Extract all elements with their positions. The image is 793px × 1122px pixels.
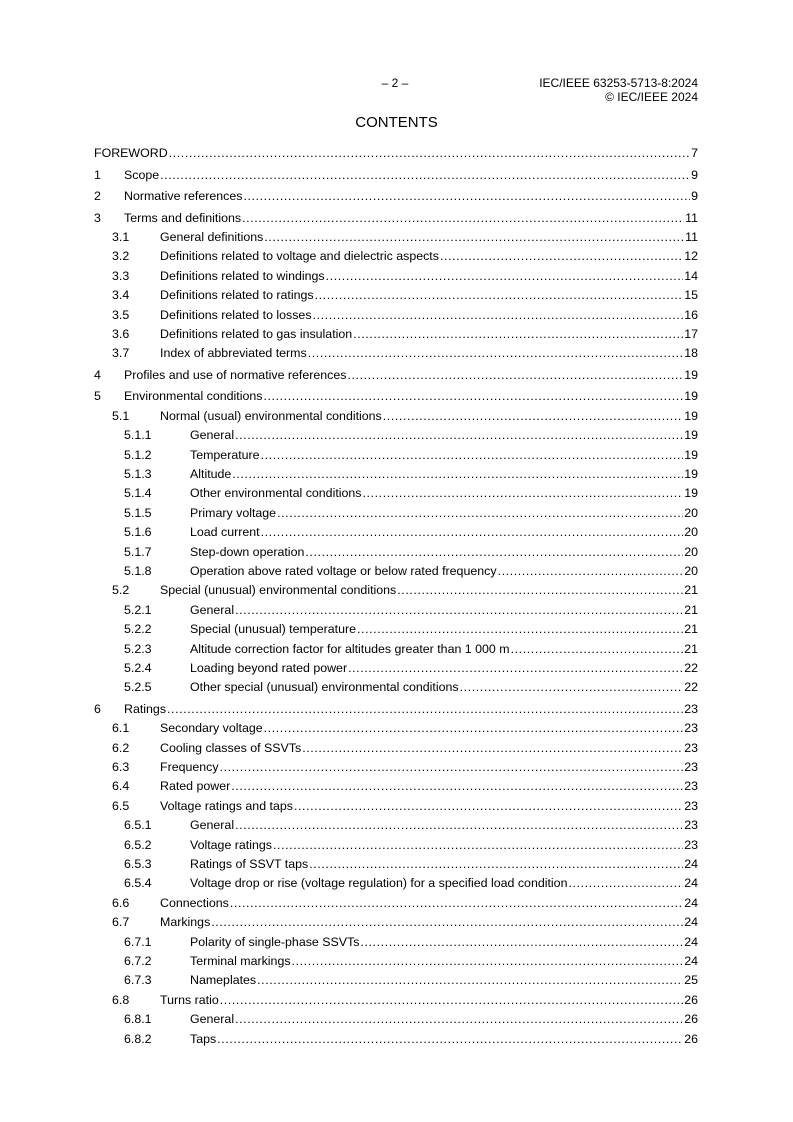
toc-entry-number: 5.1.8 <box>124 563 152 578</box>
toc-entry-title: General <box>190 1012 235 1027</box>
toc-entry[interactable] <box>124 447 698 464</box>
toc-entry-number: 5.1.4 <box>124 486 152 501</box>
toc-entry-title: General definitions <box>160 229 264 244</box>
toc-entry[interactable] <box>124 544 698 561</box>
toc-entry-title: Rated power <box>160 779 231 794</box>
toc-entry-number: 6.8 <box>112 992 130 1007</box>
toc-entry-number: 5.2 <box>112 583 130 598</box>
toc-entry-title: Temperature <box>190 447 260 462</box>
toc-entry-page: 19 <box>684 367 698 382</box>
toc-entry-page: 23 <box>684 701 698 716</box>
dot-leader <box>231 778 683 795</box>
toc-entry[interactable] <box>112 307 698 324</box>
toc-entry-number: 5.2.4 <box>124 660 152 675</box>
toc-entry-page: 14 <box>684 268 698 283</box>
toc-entry-page: 19 <box>684 466 698 481</box>
contents-title: CONTENTS <box>355 114 438 131</box>
dot-leader <box>220 759 684 776</box>
toc-entry-title: Secondary voltage <box>160 721 263 736</box>
toc-entry-page: 24 <box>684 857 698 871</box>
toc-entry[interactable] <box>112 895 698 912</box>
toc-entry-page: 23 <box>684 837 698 852</box>
dot-leader <box>353 326 683 343</box>
standard-header <box>539 76 698 104</box>
toc-entry-number: 6.5.4 <box>124 876 152 891</box>
toc-entry-number: 1 <box>94 167 101 182</box>
standard-designation: IEC/IEEE 63253-5713-8:2024 <box>539 76 698 90</box>
toc-entry[interactable] <box>94 167 698 184</box>
toc-entry[interactable] <box>94 188 698 205</box>
toc-entry[interactable] <box>124 427 698 444</box>
toc-entry-page: 22 <box>684 660 698 675</box>
toc-entry-number: 3.2 <box>112 249 130 264</box>
dot-leader <box>294 798 683 815</box>
toc-entry[interactable] <box>112 287 698 304</box>
toc-entry-title: Environmental conditions <box>124 389 263 404</box>
toc-entry-title: Definitions related to gas insulation <box>160 326 353 341</box>
toc-entry[interactable] <box>112 345 698 362</box>
toc-entry-page: 26 <box>684 1012 698 1027</box>
toc-entry-number: 6.7.1 <box>124 934 152 949</box>
toc-entry-title: Special (unusual) temperature <box>190 622 356 637</box>
toc-entry-page: 24 <box>684 915 698 930</box>
dot-leader <box>460 679 684 696</box>
toc-entry[interactable] <box>112 759 698 776</box>
toc-entry-number: 5.1.6 <box>124 525 152 540</box>
dot-leader <box>360 934 683 951</box>
toc-entry-title: Markings <box>160 915 211 930</box>
toc-entry[interactable] <box>124 679 698 696</box>
toc-entry-number: 5.2.3 <box>124 641 152 656</box>
dot-leader <box>243 188 690 205</box>
toc-entry[interactable] <box>112 720 698 737</box>
toc-entry[interactable] <box>124 953 698 970</box>
dot-leader <box>308 345 683 362</box>
toc-entry-page: 20 <box>684 544 698 559</box>
dot-leader <box>302 740 683 757</box>
toc-entry-number: 3.1 <box>112 229 130 244</box>
dot-leader <box>440 248 683 265</box>
toc-entry-number: 2 <box>94 189 101 203</box>
toc-entry-title: Polarity of single-phase SSVTs <box>190 934 360 949</box>
toc-entry-number: 5.1.3 <box>124 466 152 481</box>
dot-leader <box>347 367 683 384</box>
toc-entry-number: 3 <box>94 210 101 225</box>
dot-leader <box>264 720 684 737</box>
toc-entry[interactable] <box>124 875 698 892</box>
toc-entry-number: 6.1 <box>112 721 130 736</box>
dot-leader <box>273 837 683 854</box>
toc-entry-title: Step-down operation <box>190 544 305 559</box>
toc-entry-title: Taps <box>190 1031 217 1046</box>
toc-entry-title: Operation above rated voltage or below rated frequency <box>190 563 497 578</box>
toc-entry-page: 23 <box>684 721 698 736</box>
dot-leader <box>242 210 684 227</box>
toc-entry-page: 25 <box>684 973 698 988</box>
toc-entry-title: Voltage ratings and taps <box>160 798 293 813</box>
toc-entry-title: Load current <box>190 525 260 540</box>
dot-leader <box>348 660 683 677</box>
toc-entry-page: 18 <box>684 346 698 361</box>
toc-entry-number: 6.5.2 <box>124 837 152 852</box>
dot-leader <box>568 875 683 892</box>
toc-entry-number: 6.3 <box>112 760 130 774</box>
toc-entry-title: Terms and definitions <box>124 210 242 225</box>
copyright-notice: © IEC/IEEE 2024 <box>605 90 698 104</box>
toc-entry-page: 20 <box>684 563 698 578</box>
toc-entry-page: 20 <box>684 505 698 520</box>
toc-entry-page: 11 <box>685 229 698 244</box>
dot-leader <box>277 505 683 522</box>
toc-entry[interactable] <box>112 268 698 285</box>
page-number: – 2 – <box>381 76 409 90</box>
toc-entry[interactable] <box>94 701 698 718</box>
toc-entry-title: General <box>190 818 235 833</box>
toc-entry-title: FOREWORD <box>94 146 168 160</box>
toc-entry-title: Definitions related to voltage and dielectric aspects <box>160 249 439 264</box>
toc-entry[interactable] <box>124 856 698 873</box>
toc-entry[interactable] <box>112 248 698 265</box>
toc-entry-title: Voltage drop or rise (voltage regulation) for a specified load condition <box>190 876 568 891</box>
toc-entry[interactable] <box>124 602 698 619</box>
toc-entry-title: Turns ratio <box>160 992 219 1007</box>
toc-entry[interactable] <box>112 778 698 795</box>
toc-entry-number: 6.4 <box>112 779 130 794</box>
toc-entry[interactable] <box>124 563 698 580</box>
toc-entry[interactable] <box>124 524 698 541</box>
dot-leader <box>315 287 684 304</box>
toc-entry[interactable] <box>112 326 698 343</box>
toc-entry-title: Profiles and use of normative references <box>124 367 347 382</box>
toc-entry-title: Primary voltage <box>190 505 277 520</box>
toc-entry-number: 3.5 <box>112 307 130 322</box>
toc-entry-page: 16 <box>684 307 698 322</box>
toc-entry-number: 3.7 <box>112 346 130 361</box>
toc-entry-page: 19 <box>684 408 698 423</box>
toc-entry-page: 19 <box>684 447 698 462</box>
toc-entry-number: 3.6 <box>112 326 130 341</box>
dot-leader <box>232 466 683 483</box>
dot-leader <box>230 895 683 912</box>
toc-entry[interactable] <box>124 466 698 483</box>
toc-entry-number: 6.8.2 <box>124 1031 152 1046</box>
toc-entry-title: Normal (usual) environmental conditions <box>160 408 382 423</box>
toc-entry-page: 26 <box>684 1031 698 1046</box>
toc-entry-title: Normative references <box>124 189 243 203</box>
toc-entry[interactable] <box>124 972 698 989</box>
toc-entry-number: 6.7 <box>112 915 130 930</box>
toc-entry-title: Cooling classes of SSVTs <box>160 740 302 755</box>
dot-leader <box>257 972 683 989</box>
toc-entry-title: Nameplates <box>190 973 257 988</box>
dot-leader <box>498 563 684 580</box>
toc-entry-title: Special (unusual) environmental conditions <box>160 583 397 598</box>
dot-leader <box>235 1011 683 1028</box>
toc-entry[interactable] <box>112 582 698 599</box>
toc-entry[interactable] <box>124 934 698 951</box>
toc-entry-page: 19 <box>684 389 698 404</box>
toc-entry-page: 12 <box>684 249 698 264</box>
toc-entry-number: 5.2.2 <box>124 622 152 637</box>
toc-entry[interactable] <box>94 210 698 227</box>
dot-leader <box>263 388 683 405</box>
toc-entry-page: 15 <box>684 288 698 303</box>
dot-leader <box>357 621 683 638</box>
toc-entry-title: Connections <box>160 895 229 910</box>
toc-entry-page: 17 <box>684 326 698 341</box>
toc-entry[interactable] <box>124 1031 698 1048</box>
toc-entry-number: 5.1.7 <box>124 544 152 559</box>
dot-leader <box>261 447 684 464</box>
dot-leader <box>264 229 684 246</box>
toc-entry-number: 5.1.2 <box>124 447 152 462</box>
dot-leader <box>313 307 684 324</box>
toc-entry-page: 24 <box>684 934 698 949</box>
toc-entry[interactable] <box>124 660 698 677</box>
dot-leader <box>211 914 683 931</box>
toc-entry-title: Altitude <box>190 466 232 481</box>
toc-entry-page: 21 <box>684 602 698 617</box>
toc-entry-title: Terminal markings <box>190 954 291 968</box>
toc-entry-number: 5.1 <box>112 408 130 423</box>
dot-leader <box>261 524 684 541</box>
toc-entry-page: 22 <box>684 680 698 695</box>
toc-entry-title: Loading beyond rated power <box>190 660 348 675</box>
toc-entry-number: 5.1.5 <box>124 505 152 520</box>
toc-entry[interactable] <box>112 798 698 815</box>
toc-entry-number: 6.2 <box>112 740 130 755</box>
dot-leader <box>235 602 683 619</box>
toc-entry-page: 24 <box>684 876 698 891</box>
dot-leader <box>220 992 683 1009</box>
dot-leader <box>397 582 683 599</box>
dot-leader <box>363 485 684 502</box>
toc-entry-page: 21 <box>684 641 698 656</box>
toc-entry-title: Altitude correction factor for altitudes greater than 1 000 m <box>190 641 510 656</box>
toc-entry-title: Definitions related to ratings <box>160 288 314 303</box>
toc-entry[interactable] <box>124 1011 698 1028</box>
dot-leader <box>217 1031 683 1048</box>
toc-entry-number: 5.2.5 <box>124 680 152 695</box>
toc-entry[interactable] <box>94 388 698 405</box>
toc-entry[interactable] <box>124 641 698 658</box>
dot-leader <box>305 544 683 561</box>
toc-entry-number: 6.5.3 <box>124 857 152 871</box>
toc-entry-title: Scope <box>124 167 160 182</box>
toc-entry-number: 3.4 <box>112 288 130 303</box>
toc-entry-title: Other special (unusual) environmental conditions <box>190 680 459 695</box>
toc-entry[interactable] <box>124 837 698 854</box>
toc-entry-page: 19 <box>684 486 698 501</box>
toc-entry[interactable] <box>112 740 698 757</box>
toc-entry-page: 23 <box>684 740 698 755</box>
toc-entry-title: General <box>190 602 235 617</box>
dot-leader <box>235 817 683 834</box>
dot-leader <box>511 641 684 658</box>
dot-leader <box>383 408 683 425</box>
toc-entry-title: Ratings of SSVT taps <box>190 857 309 871</box>
toc-entry-title: General <box>190 428 235 443</box>
dot-leader <box>326 268 684 285</box>
dot-leader <box>167 701 683 718</box>
toc-entry-number: 5 <box>94 389 101 404</box>
toc-entry-number: 3.3 <box>112 268 130 283</box>
toc-entry[interactable] <box>124 621 698 638</box>
toc-entry-page: 7 <box>691 146 698 160</box>
toc-entry-title: Frequency <box>160 760 219 774</box>
toc-entry-number: 6.8.1 <box>124 1012 152 1027</box>
toc-entry[interactable] <box>94 367 698 384</box>
toc-entry-number: 6.5.1 <box>124 818 152 833</box>
toc-entry[interactable] <box>112 229 698 246</box>
toc-entry[interactable] <box>94 145 698 162</box>
dot-leader <box>292 953 684 970</box>
toc-entry[interactable] <box>124 505 698 522</box>
toc-entry[interactable] <box>112 992 698 1009</box>
toc-entry-number: 6.6 <box>112 895 130 910</box>
toc-entry-page: 23 <box>684 798 698 813</box>
toc-entry-title: Index of abbreviated terms <box>160 346 307 361</box>
toc-entry-number: 6.7.2 <box>124 954 152 968</box>
toc-entry-number: 6 <box>94 701 101 716</box>
toc-entry-title: Ratings <box>124 701 167 716</box>
toc-entry[interactable] <box>112 408 698 425</box>
toc-entry-page: 26 <box>684 992 698 1007</box>
toc-entry-title: Definitions related to windings <box>160 268 325 283</box>
toc-entry-title: Definitions related to losses <box>160 307 312 322</box>
toc-entry-number: 5.2.1 <box>124 602 152 617</box>
toc-entry[interactable] <box>124 817 698 834</box>
toc-entry-page: 21 <box>684 583 698 598</box>
toc-entry-number: 4 <box>94 367 101 382</box>
dot-leader <box>235 427 683 444</box>
dot-leader <box>309 856 683 873</box>
toc-entry-page: 23 <box>684 818 698 833</box>
toc-entry-page: 24 <box>684 895 698 910</box>
toc-entry-number: 5.1.1 <box>124 428 152 443</box>
toc-entry-page: 9 <box>691 167 698 182</box>
toc-entry[interactable] <box>112 914 698 931</box>
toc-entry-number: 6.7.3 <box>124 973 152 988</box>
toc-entry-title: Other environmental conditions <box>190 486 362 501</box>
toc-entry-page: 20 <box>684 525 698 540</box>
toc-entry-page: 23 <box>684 760 698 774</box>
dot-leader <box>169 145 690 162</box>
toc-entry-title: Voltage ratings <box>190 837 272 852</box>
toc-entry-page: 23 <box>684 779 698 794</box>
toc-entry-page: 19 <box>684 428 698 443</box>
toc-entry-number: 6.5 <box>112 798 130 813</box>
toc-entry-page: 21 <box>684 622 698 637</box>
dot-leader <box>160 167 690 184</box>
toc-entry-page: 11 <box>685 210 698 225</box>
toc-entry[interactable] <box>124 485 698 502</box>
toc-entry-page: 24 <box>684 954 698 968</box>
toc-entry-page: 9 <box>691 189 698 203</box>
